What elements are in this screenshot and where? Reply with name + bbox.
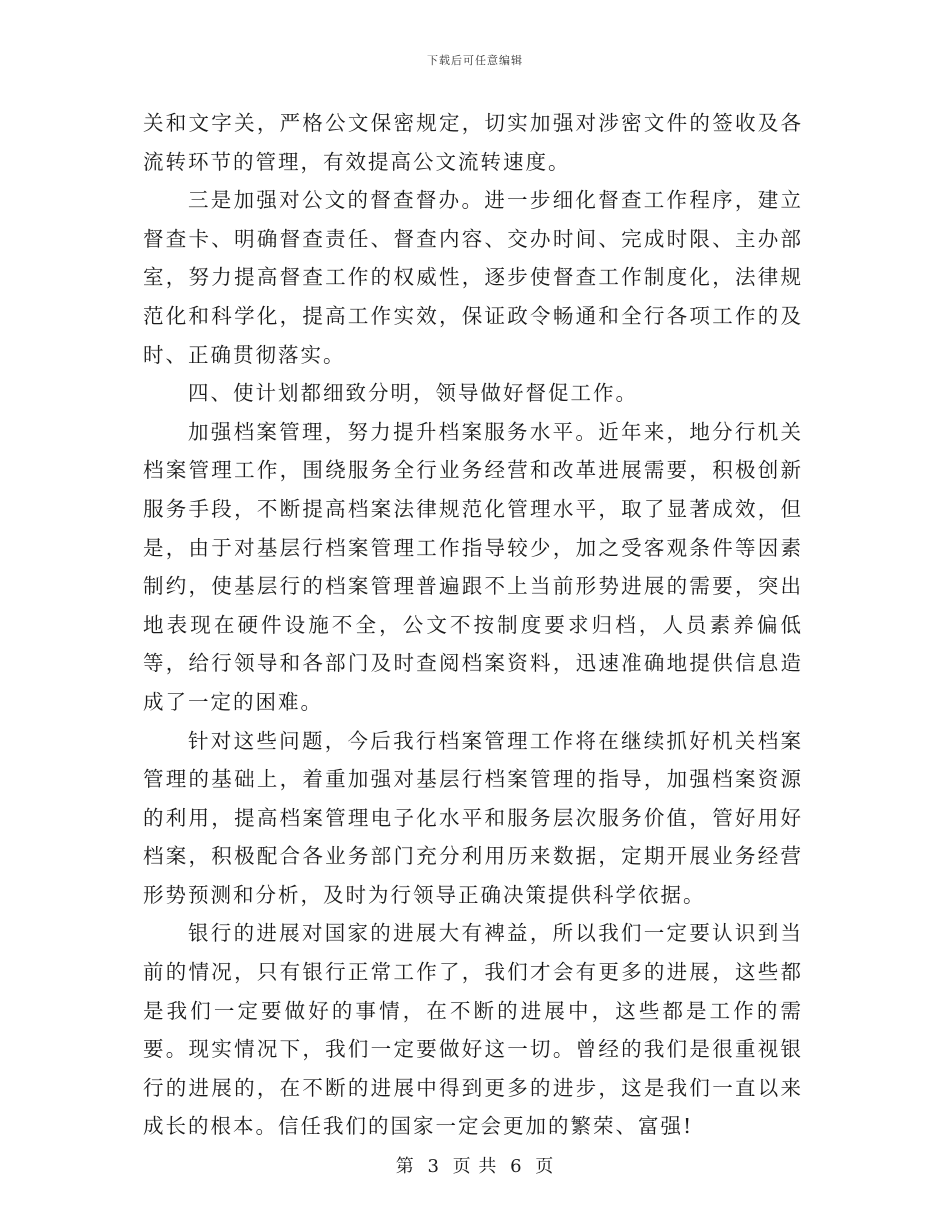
paragraph: 银行的进展对国家的进展大有裨益，所以我们一定要认识到当前的情况，只有银行正常工作了，我们才会有更多的进展，这些都是我们一定要做好的事情，在不断的进展中，这些都是工作的需要。现实情况下，我们一定要做好这一切。曾经的我们是很重视银行的进展的，在不断的进展中得到更多的进步，这是我们一直以来成长的根本。信任我们的国家一定会更加的繁荣、富强! [143,921,803,1139]
footer-prefix: 第 [395,1156,415,1177]
paragraph: 加强档案管理，努力提升档案服务水平。近年来，地分行机关档案管理工作，围绕服务全行业务经营和改革进展需要，积极创新服务手段，不断提高档案法律规范化管理水平，取了显著成效，但是，由于对基层行档案管理工作指导较少，加之受客观条件等因素制约，使基层行的档案管理普遍跟不上当前形势进展的需要，突出地表现在硬件设施不全，公文不按制度要求归档，人员素养偏低等，给行领导和各部门及时查阅档案资料，迅速准确地提供信息造成了一定的困难。 [143,419,803,714]
current-page-number: 3 [427,1156,440,1177]
page-header: 下载后可任意编辑 [427,54,523,67]
page-footer [0,1152,950,1178]
section-heading: 四、使计划都细致分明，领导做好督促工作。 [188,381,638,406]
document-body [143,104,803,1146]
paragraph: 关和文字关，严格公文保密规定，切实加强对涉密文件的签收及各流转环节的管理，有效提高公文流转速度。 [143,111,803,174]
paragraph: 三是加强对公文的督查督办。进一步细化督查工作程序，建立督查卡、明确督查责任、督查内容、交办时间、完成时限、主办部室，努力提高督查工作的权威性，逐步使督查工作制度化，法律规范化和科学化，提高工作实效，保证政令畅通和全行各项工作的及时、正确贯彻落实。 [143,188,803,367]
footer-middle: 页 共 [452,1156,498,1177]
paragraph: 针对这些问题，今后我行档案管理工作将在继续抓好机关档案管理的基础上，着重加强对基层行档案管理的指导，加强档案资源的利用，提高档案管理电子化水平和服务层次服务价值，管好用好档案，积极配合各业务部门充分利用历来数据，定期开展业务经营形势预测和分析，及时为行领导正确决策提供科学依据。 [143,728,803,907]
footer-suffix: 页 [535,1156,555,1177]
total-pages-number: 6 [510,1156,523,1177]
